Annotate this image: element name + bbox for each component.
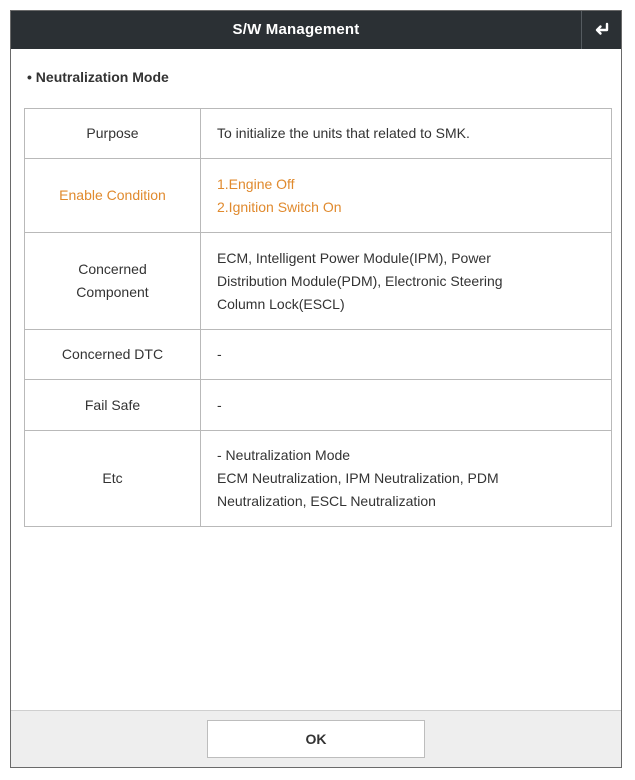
row-value [201,159,612,233]
label-line: Component [76,284,149,300]
row-label: Enable Condition [25,159,201,233]
value-line: - Neutralization Mode [217,447,351,463]
row-value [201,330,612,380]
table-row [25,159,612,233]
title-bar [11,11,621,49]
value-line: - [217,346,222,362]
return-arrow-icon [593,22,611,38]
row-label: Etc [25,431,201,527]
table-row [25,431,612,527]
value-line: Distribution Module(PDM), Electronic Steering [217,272,503,289]
row-label [25,233,201,330]
spec-table [24,108,612,527]
row-label: Fail Safe [25,380,201,431]
table-row [25,330,612,380]
section-title: • Neutralization Mode [27,69,169,85]
value-line: - [217,396,222,413]
value-line: 2.Ignition Switch On [217,198,342,215]
dialog-title: S/W Management [232,21,360,38]
value-line: Column Lock(ESCL) [217,295,345,312]
row-value [201,431,612,527]
value-line: ECM, Intelligent Power Module(IPM), Power [217,249,491,266]
label-line: Concerned [78,261,147,277]
dialog-footer [11,710,621,767]
sw-management-dialog [10,10,622,768]
row-label: Concerned DTC [25,330,201,380]
row-value [201,380,612,431]
value-line: 1.Engine Off [217,175,295,192]
value-line: Neutralization, ESCL Neutralization [217,493,436,509]
ok-button[interactable]: OK [207,720,425,758]
table-row [25,109,612,159]
row-value [201,233,612,330]
row-value [201,109,612,159]
table-row [25,380,612,431]
row-label: Purpose [25,109,201,159]
value-line: To initialize the units that related to SMK. [217,125,470,141]
back-button[interactable] [581,11,621,49]
value-line: ECM Neutralization, IPM Neutralization, PDM [217,470,499,486]
table-row [25,233,612,330]
